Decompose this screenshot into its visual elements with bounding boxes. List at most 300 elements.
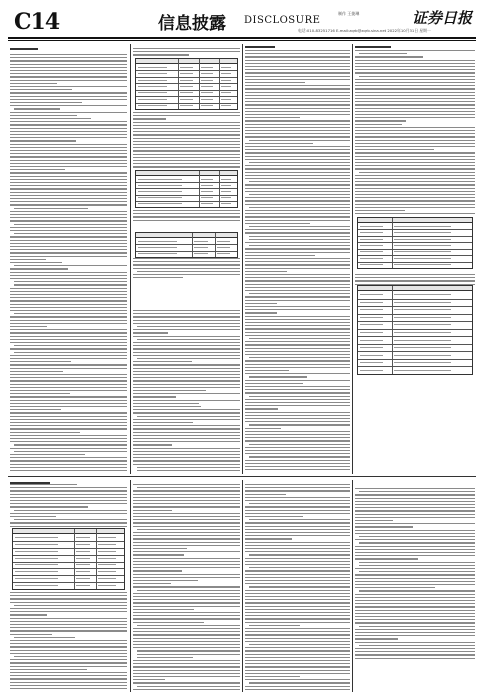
text-line (137, 470, 240, 471)
text-line (245, 127, 350, 128)
text-line (359, 491, 475, 492)
article-column-6 (133, 482, 240, 692)
table-row (358, 366, 472, 367)
text-line (245, 522, 350, 523)
text-line (359, 571, 475, 572)
text-line (10, 621, 127, 622)
table-row (13, 541, 124, 542)
text-line (245, 277, 350, 278)
text-line (10, 393, 70, 394)
text-line (10, 112, 127, 113)
text-line (245, 606, 350, 607)
text-line (245, 450, 350, 451)
page-number: C14 (14, 9, 60, 35)
text-line (10, 310, 127, 311)
table-row (136, 182, 237, 183)
text-line (10, 678, 127, 679)
text-line (245, 255, 315, 256)
text-line (355, 127, 475, 128)
text-line (355, 133, 475, 134)
table-cell-text (360, 340, 383, 341)
text-line (10, 457, 127, 458)
text-line (133, 526, 240, 527)
table-row (13, 568, 124, 569)
text-line (245, 319, 350, 320)
text-line (355, 546, 475, 547)
table-cell-text (201, 197, 213, 198)
text-line (10, 86, 127, 87)
text-line (245, 577, 350, 578)
table-row (13, 562, 124, 563)
text-line (245, 88, 350, 89)
table-row (136, 201, 237, 202)
text-line (133, 412, 240, 413)
text-line (245, 130, 350, 131)
text-line (245, 325, 350, 326)
text-line (14, 352, 127, 353)
table-cell-text (76, 537, 90, 538)
text-line (245, 545, 350, 546)
text-line (10, 640, 127, 641)
table-cell-text (221, 67, 232, 68)
text-line (10, 64, 127, 65)
text-line (355, 124, 402, 125)
text-line (133, 519, 240, 520)
text-line (10, 236, 127, 237)
text-line (10, 275, 127, 276)
text-line (133, 134, 240, 135)
text-line (355, 510, 475, 511)
text-line (249, 424, 350, 425)
text-line (245, 490, 350, 491)
text-line (10, 99, 127, 100)
text-line (249, 519, 350, 520)
text-line (245, 676, 300, 677)
text-line (245, 149, 350, 150)
text-line (245, 494, 286, 495)
text-line (359, 626, 475, 627)
text-line (245, 322, 350, 323)
table-cell-text (138, 203, 182, 204)
text-line (355, 610, 475, 611)
text-line (10, 156, 127, 157)
table-cell-text (201, 105, 213, 106)
text-line (355, 149, 434, 150)
text-line (10, 160, 127, 161)
text-line (10, 675, 127, 676)
table-cell-text (138, 86, 167, 87)
table-cell-text (138, 92, 167, 93)
text-line (10, 304, 127, 305)
text-line (355, 85, 475, 86)
text-line (249, 644, 350, 645)
text-line (245, 412, 350, 413)
text-line (10, 121, 127, 122)
text-line (245, 386, 350, 387)
text-line (245, 271, 287, 272)
table-cell-text (394, 340, 451, 341)
text-line (10, 682, 127, 683)
article-column-2 (133, 46, 240, 474)
text-line (10, 204, 127, 205)
text-line (245, 309, 350, 310)
text-line (133, 274, 240, 275)
text-line (10, 348, 127, 349)
text-line (133, 561, 240, 562)
table-cell-text (360, 258, 383, 259)
text-line (133, 220, 240, 221)
text-line (10, 377, 127, 378)
table-column-rule (219, 171, 220, 207)
text-line (355, 111, 475, 112)
text-line (245, 570, 350, 571)
text-line (133, 345, 240, 346)
text-line (10, 288, 127, 289)
table-cell-text (201, 86, 213, 87)
text-line (10, 118, 91, 119)
text-line (10, 506, 88, 507)
table-cell-text (138, 253, 177, 254)
text-line (133, 210, 240, 211)
table-row (136, 195, 237, 196)
text-line (245, 287, 350, 288)
text-line (133, 612, 240, 613)
text-line (245, 399, 350, 400)
text-line (245, 53, 350, 54)
text-line (245, 641, 350, 642)
text-line (133, 277, 183, 278)
text-line (133, 396, 176, 397)
table-header (358, 218, 472, 223)
text-line (10, 403, 127, 404)
text-line (133, 150, 240, 151)
text-line (133, 510, 172, 511)
text-line (10, 89, 72, 90)
text-line (355, 175, 475, 176)
table-row (13, 548, 124, 549)
text-line (133, 374, 240, 375)
text-line (10, 105, 127, 106)
text-line (245, 69, 350, 70)
text-line (133, 548, 187, 549)
table-cell-text (360, 302, 383, 303)
table-cell-text (76, 551, 90, 552)
text-line (355, 152, 475, 153)
table-row (136, 70, 237, 71)
text-line (245, 367, 350, 368)
text-line (355, 79, 475, 80)
table-cell-text (76, 564, 90, 565)
text-line (10, 368, 127, 369)
text-line (245, 551, 350, 552)
text-line (355, 530, 475, 531)
text-line (245, 447, 350, 448)
disclosure-table (357, 285, 473, 375)
text-line (133, 554, 184, 555)
text-line (245, 95, 350, 96)
text-line (355, 159, 475, 160)
table-row (358, 321, 472, 322)
text-line (245, 60, 350, 61)
text-line (10, 669, 87, 670)
text-line (245, 513, 350, 514)
text-line (133, 384, 240, 385)
text-line (355, 616, 475, 617)
table-cell-text (201, 73, 213, 74)
text-line (133, 368, 240, 369)
text-line (359, 536, 475, 537)
text-line (10, 54, 127, 55)
text-line (10, 300, 127, 301)
text-line (133, 574, 240, 575)
text-line (10, 412, 127, 413)
text-line (245, 261, 350, 262)
text-line (245, 574, 350, 575)
table-cell-text (394, 332, 451, 333)
table-cell-text (394, 324, 451, 325)
text-line (10, 662, 127, 663)
text-line (245, 85, 350, 86)
text-line (10, 291, 127, 292)
table-cell-text (394, 245, 451, 246)
table-cell-text (217, 253, 231, 254)
text-line (10, 371, 63, 372)
text-line (10, 332, 127, 333)
text-line (245, 92, 350, 93)
text-line (133, 125, 240, 126)
text-line (133, 115, 240, 116)
text-line (249, 338, 350, 339)
table-cell-text (138, 191, 182, 192)
text-line (355, 568, 475, 569)
text-line (133, 258, 240, 259)
text-line (133, 551, 240, 552)
text-line (133, 323, 240, 324)
text-line (245, 98, 350, 99)
text-line (133, 144, 240, 145)
text-line (133, 141, 240, 142)
text-line (355, 66, 475, 67)
text-line (245, 415, 350, 416)
table-column-rule (96, 529, 97, 589)
masthead-rule-thin (8, 40, 476, 41)
text-line (137, 654, 240, 655)
table-row (358, 229, 472, 230)
text-line (10, 297, 127, 298)
text-line (133, 380, 240, 381)
text-line (245, 666, 350, 667)
text-line (355, 514, 475, 515)
text-line (245, 316, 350, 317)
text-line (133, 580, 198, 581)
text-line (355, 210, 405, 211)
text-line (245, 466, 350, 467)
table-row (136, 90, 237, 91)
text-line (133, 371, 240, 372)
text-line (355, 520, 393, 521)
article-column-8 (355, 482, 475, 692)
text-line (10, 342, 127, 343)
text-line (249, 239, 350, 240)
text-line (245, 229, 350, 230)
text-line (249, 586, 350, 587)
text-line (133, 542, 240, 543)
text-line (10, 390, 127, 391)
text-line (133, 451, 240, 452)
text-line (245, 111, 350, 112)
text-line (133, 628, 240, 629)
text-line (355, 594, 475, 595)
table-cell-text (394, 239, 451, 240)
section-heading (10, 48, 38, 50)
text-line (10, 259, 46, 260)
table-cell-text (138, 179, 182, 180)
table-column-rule (392, 286, 393, 374)
text-line (245, 303, 277, 304)
text-line (10, 387, 127, 388)
text-line (245, 516, 303, 517)
text-line (133, 268, 240, 269)
text-line (355, 606, 475, 607)
table-row (13, 555, 124, 556)
article-column-7 (245, 482, 350, 692)
text-line (10, 150, 127, 151)
column-divider (242, 44, 243, 474)
text-line (249, 357, 350, 358)
text-line (245, 686, 350, 687)
table-cell-text (360, 355, 383, 356)
text-line (10, 67, 127, 68)
text-line (245, 120, 350, 121)
table-cell-text (201, 99, 213, 100)
table-header (136, 233, 237, 238)
text-line (249, 567, 350, 568)
text-line (10, 227, 127, 228)
text-line (245, 622, 350, 623)
text-line (245, 453, 350, 454)
text-line (10, 467, 127, 468)
text-line (10, 140, 76, 141)
text-line (133, 532, 240, 533)
text-line (133, 435, 240, 436)
text-line (249, 226, 350, 227)
text-line (355, 552, 475, 553)
text-line (245, 590, 350, 591)
text-line (10, 666, 127, 667)
text-line (355, 88, 475, 89)
text-line (10, 96, 127, 97)
text-line (245, 506, 350, 507)
text-line (355, 181, 475, 182)
text-line (133, 631, 240, 632)
text-line (10, 416, 127, 417)
text-line (355, 648, 475, 649)
article-column-3 (245, 46, 350, 474)
table-cell-text (221, 185, 232, 186)
text-line (355, 207, 475, 208)
text-line (10, 230, 127, 231)
text-line (355, 140, 475, 141)
text-line (245, 434, 350, 435)
text-line (245, 200, 350, 201)
table-header (358, 286, 472, 291)
text-line (355, 104, 475, 105)
text-line (10, 172, 127, 173)
text-line (355, 63, 475, 64)
disclosure-table (135, 232, 238, 258)
text-line (355, 130, 475, 131)
text-line (245, 79, 350, 80)
text-line (133, 558, 240, 559)
text-line (245, 564, 350, 565)
table-cell-text (138, 185, 182, 186)
table-cell-text (15, 537, 58, 538)
text-line (245, 389, 350, 390)
text-line (133, 689, 240, 690)
text-line (359, 542, 475, 543)
text-line (245, 101, 350, 102)
text-line (245, 418, 350, 419)
table-cell-text (201, 179, 213, 180)
text-line (133, 679, 165, 680)
table-row (358, 299, 472, 300)
text-line (245, 580, 350, 581)
issue-editor: 制作 王拢琳 (338, 11, 360, 16)
text-line (355, 507, 475, 508)
text-line (14, 281, 127, 282)
column-divider (130, 44, 131, 474)
text-line (133, 355, 240, 356)
text-line (245, 332, 350, 333)
text-line (245, 364, 350, 365)
text-line (133, 606, 240, 607)
text-line (245, 500, 350, 501)
table-column-rule (392, 218, 393, 268)
text-line (245, 392, 350, 393)
text-line (245, 50, 350, 51)
text-line (355, 204, 475, 205)
text-line (10, 409, 61, 410)
text-line (133, 599, 240, 600)
text-line (133, 352, 240, 353)
text-line (245, 510, 350, 511)
text-line (355, 108, 475, 109)
table-cell-text (221, 86, 232, 87)
disclosure-table (135, 58, 238, 110)
text-line (10, 329, 127, 330)
table-cell-text (98, 551, 116, 552)
table-cell-text (394, 309, 451, 310)
text-line (133, 422, 193, 423)
text-line (10, 179, 127, 180)
text-line (10, 57, 127, 58)
text-line (133, 406, 201, 407)
text-line (14, 510, 127, 511)
text-line (10, 339, 127, 340)
text-line (245, 152, 350, 153)
table-cell-text (221, 105, 232, 106)
text-line (245, 370, 289, 371)
table-cell-text (76, 578, 90, 579)
text-line (10, 374, 127, 375)
table-cell-text (15, 585, 58, 586)
text-line (10, 128, 127, 129)
text-line (10, 307, 127, 308)
text-line (10, 83, 57, 84)
text-line (245, 487, 350, 488)
text-line (245, 383, 303, 384)
text-line (10, 153, 127, 154)
